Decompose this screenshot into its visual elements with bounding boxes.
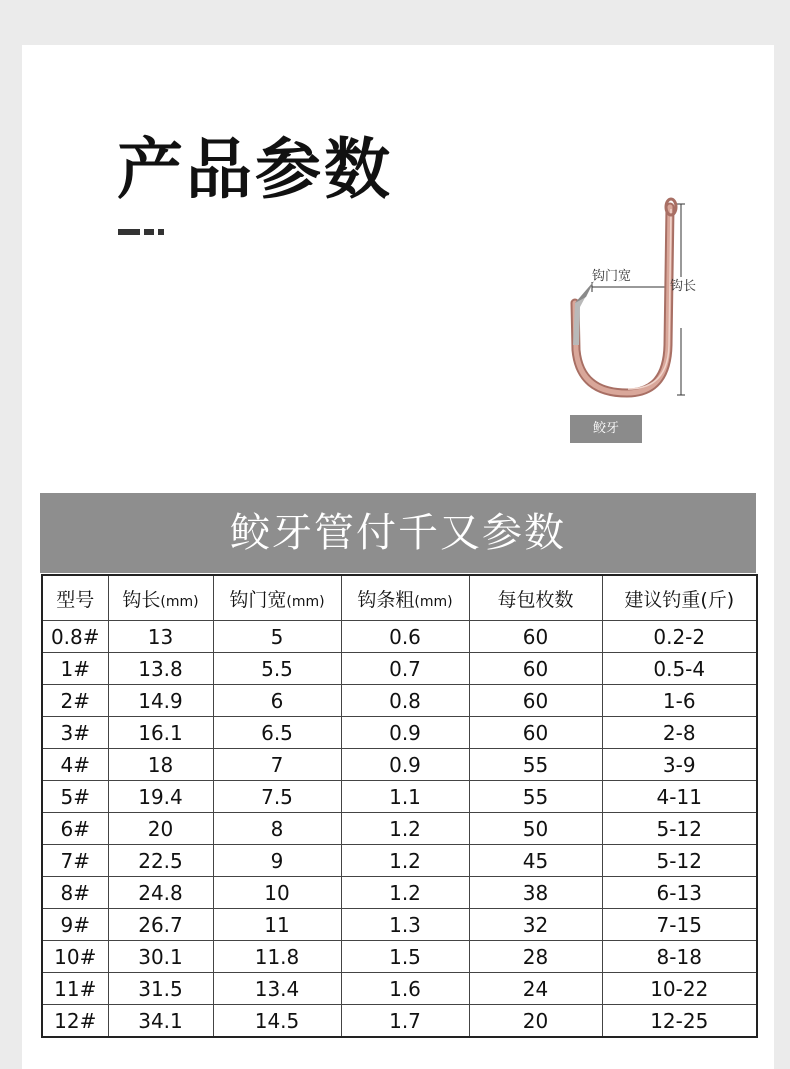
table-row (42, 781, 757, 813)
table-cell: 22.5 (108, 845, 213, 877)
table-cell: 45 (469, 845, 602, 877)
table-row (42, 621, 757, 653)
header-cell: 型号 (42, 575, 108, 621)
table-cell: 5# (42, 781, 108, 813)
table-cell: 7# (42, 845, 108, 877)
table-cell: 5-12 (602, 845, 757, 877)
table-cell: 4# (42, 749, 108, 781)
table-header-row (42, 575, 757, 621)
table-row (42, 845, 757, 877)
table-cell: 55 (469, 781, 602, 813)
table-cell: 5.5 (213, 653, 341, 685)
table-cell: 20 (108, 813, 213, 845)
table-cell: 1.1 (341, 781, 469, 813)
table-cell: 13 (108, 621, 213, 653)
table-cell: 24.8 (108, 877, 213, 909)
table-cell: 0.7 (341, 653, 469, 685)
table-cell: 8# (42, 877, 108, 909)
table-cell: 7-15 (602, 909, 757, 941)
table-cell: 2# (42, 685, 108, 717)
table-cell: 0.2-2 (602, 621, 757, 653)
table-cell: 0.9 (341, 749, 469, 781)
table-cell: 6# (42, 813, 108, 845)
hook-illustration (542, 195, 702, 450)
table-cell: 32 (469, 909, 602, 941)
table-cell: 3# (42, 717, 108, 749)
table-cell: 6-13 (602, 877, 757, 909)
table-cell: 50 (469, 813, 602, 845)
table-cell: 1.6 (341, 973, 469, 1005)
table-cell: 38 (469, 877, 602, 909)
table-cell: 31.5 (108, 973, 213, 1005)
header-cell: 每包枚数 (469, 575, 602, 621)
header-cell: 建议钓重(斤) (602, 575, 757, 621)
table-row (42, 685, 757, 717)
table-cell: 4-11 (602, 781, 757, 813)
header-cell: 钩门宽(mm) (213, 575, 341, 621)
table-cell: 28 (469, 941, 602, 973)
table-cell: 5 (213, 621, 341, 653)
table-cell: 1.7 (341, 1005, 469, 1038)
table-cell: 13.8 (108, 653, 213, 685)
table-cell: 8 (213, 813, 341, 845)
table-row (42, 717, 757, 749)
header-cell: 钩条粗(mm) (341, 575, 469, 621)
table-row (42, 1005, 757, 1038)
table-cell: 1.2 (341, 877, 469, 909)
table-cell: 60 (469, 653, 602, 685)
table-cell: 20 (469, 1005, 602, 1038)
table-cell: 30.1 (108, 941, 213, 973)
table-cell: 60 (469, 717, 602, 749)
table-cell: 13.4 (213, 973, 341, 1005)
table-cell: 24 (469, 973, 602, 1005)
table-cell: 26.7 (108, 909, 213, 941)
table-cell: 12# (42, 1005, 108, 1038)
hook-caption: 鲛牙 (570, 415, 642, 443)
table-cell: 8-18 (602, 941, 757, 973)
table-cell: 11 (213, 909, 341, 941)
table-cell: 6.5 (213, 717, 341, 749)
table-cell: 11.8 (213, 941, 341, 973)
table-cell: 1-6 (602, 685, 757, 717)
table-cell: 6 (213, 685, 341, 717)
table-cell: 14.5 (213, 1005, 341, 1038)
table-cell: 3-9 (602, 749, 757, 781)
table-cell: 1.2 (341, 813, 469, 845)
table-cell: 55 (469, 749, 602, 781)
gap-width-label: 钩门宽 (592, 269, 632, 284)
table-cell: 1.3 (341, 909, 469, 941)
table-row (42, 909, 757, 941)
table-cell: 14.9 (108, 685, 213, 717)
table-cell: 0.9 (341, 717, 469, 749)
title-underline (118, 229, 164, 235)
table-banner: 鲛牙管付千又参数 (40, 493, 756, 573)
table-row (42, 973, 757, 1005)
table-cell: 9 (213, 845, 341, 877)
table-cell: 7 (213, 749, 341, 781)
table-cell: 10# (42, 941, 108, 973)
table-cell: 19.4 (108, 781, 213, 813)
table-cell: 7.5 (213, 781, 341, 813)
parameter-table (41, 574, 758, 1038)
content-card (22, 45, 774, 1069)
page-title: 产品参数 (117, 131, 393, 208)
table-cell: 60 (469, 685, 602, 717)
table-row (42, 941, 757, 973)
table-cell: 10-22 (602, 973, 757, 1005)
table-cell: 9# (42, 909, 108, 941)
table-cell: 0.8# (42, 621, 108, 653)
table-cell: 0.5-4 (602, 653, 757, 685)
table-row (42, 813, 757, 845)
hook-length-label: 钩长 (670, 279, 697, 294)
table-cell: 10 (213, 877, 341, 909)
table-cell: 5-12 (602, 813, 757, 845)
table-cell: 12-25 (602, 1005, 757, 1038)
table-cell: 60 (469, 621, 602, 653)
table-row (42, 877, 757, 909)
table-row (42, 653, 757, 685)
table-cell: 1# (42, 653, 108, 685)
table-cell: 18 (108, 749, 213, 781)
hook-diagram (542, 195, 702, 450)
table-row (42, 749, 757, 781)
table-cell: 0.8 (341, 685, 469, 717)
table-cell: 11# (42, 973, 108, 1005)
table-cell: 2-8 (602, 717, 757, 749)
table-cell: 1.2 (341, 845, 469, 877)
table-cell: 16.1 (108, 717, 213, 749)
table-cell: 0.6 (341, 621, 469, 653)
table-cell: 1.5 (341, 941, 469, 973)
table-cell: 34.1 (108, 1005, 213, 1038)
header-cell: 钩长(mm) (108, 575, 213, 621)
